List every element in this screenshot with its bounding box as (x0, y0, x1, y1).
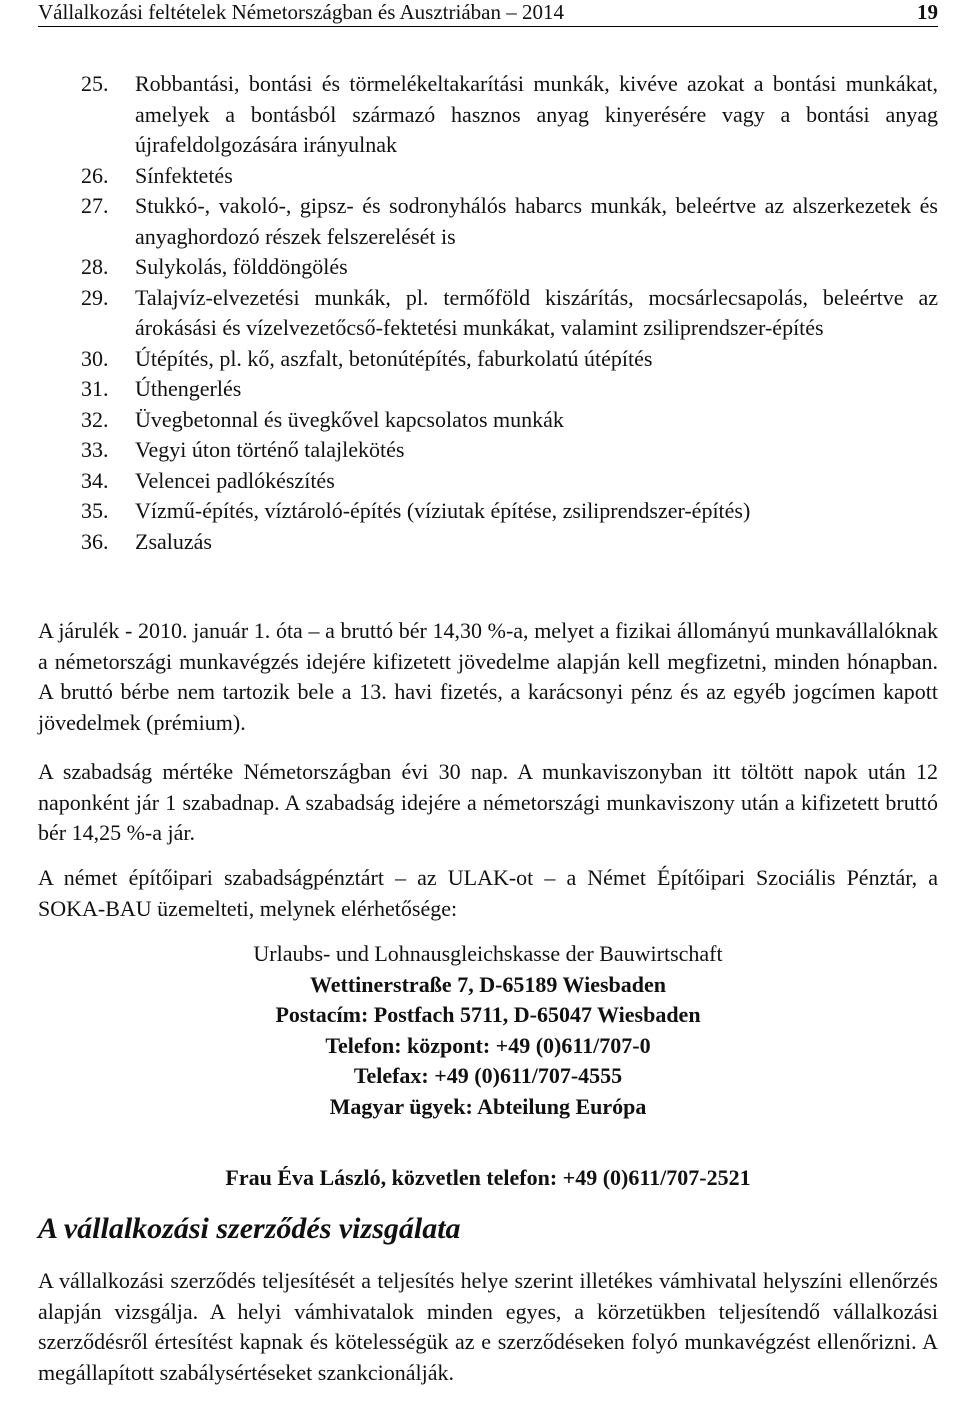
item-number: 27. (81, 193, 109, 218)
item-number: 32. (81, 406, 109, 432)
header-title: Vállalkozási feltételek Németországban és Ausztriában – 2014 (38, 0, 564, 24)
hungarian-department: Magyar ügyek: Abteilung Európa (329, 1093, 647, 1119)
item-number: 30. (81, 345, 109, 371)
item-number: 34. (81, 467, 109, 493)
item-number: 36. (81, 528, 109, 554)
list-item (38, 435, 938, 466)
item-number: 35. (81, 498, 109, 523)
section-body: A vállalkozási szerződés teljesítését a teljesítés helye szerint illetékes vámhivatal helyszíni ellenőrzés alapján vizsgálja. A helyi vámhivatalok minden egyes, a körzetükben teljesítendő vállalkozási szerződésről értesítést kapnak és kötelességük az e szerződéseken folyó munkavégzést ellenőrizni. A megállapított szabálysértéseket szankcionálják. (38, 1268, 938, 1385)
list-item (38, 405, 938, 436)
list-item (38, 374, 938, 405)
item-text: Üvegbetonnal és üvegkővel kapcsolatos munkák (135, 406, 564, 432)
list-item (38, 344, 938, 375)
item-number: 25. (81, 71, 109, 96)
item-text: Sínfektetés (135, 162, 233, 188)
item-text: Stukkó-, vakoló-, gipsz- és sodronyhálós habarcs munkák, beleértve az alszerkezetek és anyaghordozó részek felszerelését is (135, 193, 938, 249)
item-text: Útépítés, pl. kő, aszfalt, betonútépítés, faburkolatú útépítés (135, 345, 653, 371)
page-number: 19 (917, 0, 938, 24)
item-number: 28. (81, 254, 109, 279)
list-item (38, 466, 938, 497)
street-address: Wettinerstraße 7, D-65189 Wiesbaden (309, 971, 667, 997)
item-text: Sulykolás, földdöngölés (135, 254, 348, 279)
fund-name: Urlaubs- und Lohnausgleichskasse der Bauwirtschaft (253, 941, 723, 966)
item-text: Úthengerlés (135, 376, 242, 401)
list-item (38, 191, 938, 252)
item-number: 29. (81, 284, 109, 310)
list-item (38, 283, 938, 344)
item-number: 26. (81, 162, 109, 188)
item-number: 31. (81, 376, 109, 401)
page-header (38, 0, 938, 27)
section-title: A vállalkozási szerződés vizsgálata (38, 1212, 461, 1245)
item-number: 33. (81, 437, 109, 462)
fax-number: Telefax: +49 (0)611/707-4555 (353, 1063, 623, 1088)
item-text: Talajvíz-elvezetési munkák, pl. termőföld kiszárítás, mocsárlecsapolás, beleértve az árokásási és vízelvezetőcső-fektetési munkákat, valamint zsiliprendszer-építés (135, 284, 938, 340)
list-item (38, 161, 938, 192)
item-text: Robbantási, bontási és törmelékeltakarítási munkák, kivéve azokat a bontási munkákat, amelyek a bontásból származó hasznos anyag kinyerésére vagy a bontási anyag újrafeldolgozására irányulnak (135, 71, 938, 157)
contribution-paragraph: A járulék - 2010. január 1. óta – a bruttó bér 14,30 %-a, melyet a fizikai állományú munkavállalóknak a németországi munkavégzés idejére kifizetett jövedelme alapján kell megfizetni, minden hónapban. A bruttó bérbe nem tartozik bele a 13. havi fizetés, a karácsonyi pénz és az egyéb jogcímen kapott jövedelmek (prémium). (38, 618, 938, 735)
address-block (38, 939, 938, 1122)
leave-paragraph: A szabadság mértéke Németországban évi 30 nap. A munkaviszonyban itt töltött napok után 12 naponként jár 1 szabadnap. A szabadság idejére a németországi munkaviszony után a kifizetett bruttó bér 14,25 %-a jár. (38, 759, 938, 845)
item-text: Vegyi úton történő talajlekötés (135, 437, 405, 462)
item-text: Velencei padlókészítés (135, 467, 335, 493)
item-text: Zsaluzás (135, 528, 212, 554)
list-item (38, 69, 938, 161)
activity-list (38, 69, 938, 557)
list-item (38, 527, 938, 558)
phone-number: Telefon: központ: +49 (0)611/707-0 (325, 1032, 651, 1058)
postal-address: Postacím: Postfach 5711, D-65047 Wiesbaden (275, 1002, 701, 1027)
list-item (38, 252, 938, 283)
contact-person: Frau Éva László, közvetlen telefon: +49 (0)611/707-2521 (225, 1165, 751, 1190)
list-item (38, 496, 938, 527)
item-text: Vízmű-építés, víztároló-építés (víziutak építése, zsiliprendszer-építés) (135, 498, 751, 523)
fund-paragraph: A német építőipari szabadságpénztárt – az ULAK-ot – a Német Építőipari Szociális Pénztár, a SOKA-BAU üzemelteti, melynek elérhetősége: (38, 865, 938, 921)
